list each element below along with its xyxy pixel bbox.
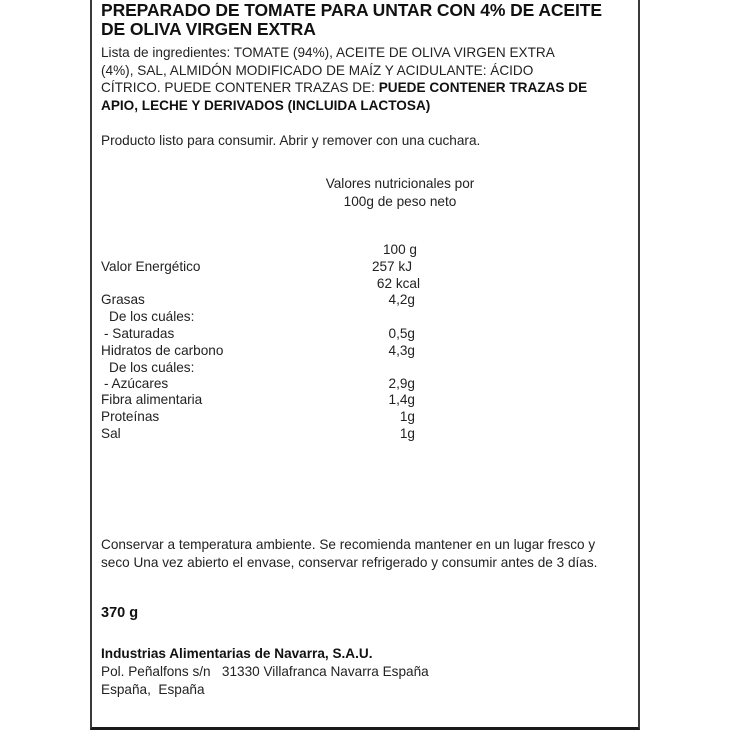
allergen-list: APIO, LECHE Y DERIVADOS (INCLUIDA LACTOSA) xyxy=(101,98,431,113)
ingredients-line-3 xyxy=(101,81,587,95)
nutrition-row-value: 62 kcal xyxy=(376,276,420,291)
manufacturer-country: España, España xyxy=(101,682,205,697)
nutrition-row-label: Grasas xyxy=(101,292,145,307)
usage-instructions: Producto listo para consumir. Abrir y remover con una cuchara. xyxy=(101,133,481,148)
nutrition-column-header: 100 g xyxy=(382,242,417,257)
nutrition-row-value: 1g xyxy=(399,409,415,424)
nutrition-header-line-2: 100g de peso neto xyxy=(343,194,457,209)
nutrition-row-value: 4,3g xyxy=(388,343,415,358)
allergen-warning: PUEDE CONTENER TRAZAS DE xyxy=(378,80,588,95)
ingredients-line-2: (4%), SAL, ALMIDÓN MODIFICADO DE MAÍZ Y ACIDULANTE: ÁCIDO xyxy=(101,63,534,78)
nutrition-row-label: - Azúcares xyxy=(104,376,169,391)
nutrition-row-value: 2,9g xyxy=(388,376,415,391)
manufacturer-address: Pol. Peñalfons s/n 31330 Villafranca Navarra España xyxy=(101,664,429,679)
ingredients-line-3-regular: CÍTRICO. PUEDE CONTENER TRAZAS DE: xyxy=(101,80,379,95)
nutrition-row-value: 0,5g xyxy=(388,326,415,341)
nutrition-row-label: Fibra alimentaria xyxy=(101,392,203,407)
nutrition-row-value: 1,4g xyxy=(388,392,415,407)
product-title-line-1: PREPARADO DE TOMATE PARA UNTAR CON 4% DE ACEITE xyxy=(101,0,602,20)
nutrition-row-label: Valor Energético xyxy=(101,259,201,274)
nutrition-row-label: Proteínas xyxy=(101,409,160,424)
nutrition-header-line-1: Valores nutricionales por xyxy=(325,176,475,191)
nutrition-row-value: 257 kJ xyxy=(371,259,412,274)
nutrition-row-value: 1g xyxy=(399,426,415,441)
nutrition-row-label: - Saturadas xyxy=(104,326,175,341)
storage-line-2: seco Una vez abierto el envase, conservar refrigerado y consumir antes de 3 días. xyxy=(101,555,598,570)
nutrition-row-label: Sal xyxy=(101,426,121,441)
product-title-line-2: DE OLIVA VIRGEN EXTRA xyxy=(101,19,316,39)
nutrition-row-label: Hidratos de carbono xyxy=(101,343,224,358)
net-weight: 370 g xyxy=(101,605,139,621)
nutrition-row-label: De los cuáles: xyxy=(109,309,195,324)
manufacturer-name: Industrias Alimentarias de Navarra, S.A.U. xyxy=(101,646,373,661)
nutrition-row-value: 4,2g xyxy=(388,292,415,307)
storage-line-1: Conservar a temperatura ambiente. Se recomienda mantener en un lugar fresco y xyxy=(101,537,596,552)
ingredients-line-1: Lista de ingredientes: TOMATE (94%), ACEITE DE OLIVA VIRGEN EXTRA xyxy=(101,45,555,60)
nutrition-row-label: De los cuáles: xyxy=(109,360,195,375)
